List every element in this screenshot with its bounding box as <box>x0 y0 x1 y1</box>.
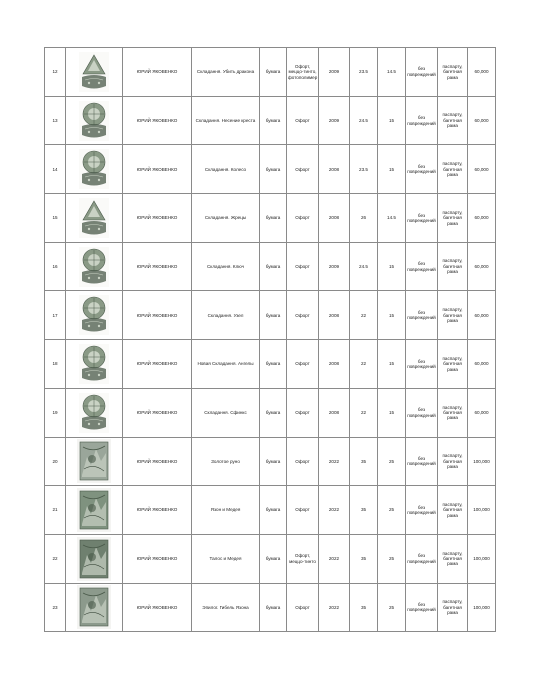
artwork-thumbnail <box>66 388 123 437</box>
row-number: 17 <box>45 291 66 340</box>
year: 2008 <box>319 145 350 194</box>
condition: без повреждений <box>406 583 438 632</box>
condition: без повреждений <box>406 145 438 194</box>
table-row <box>45 48 496 97</box>
table-row <box>45 242 496 291</box>
framing: паспарту, багетная рама <box>438 48 468 97</box>
technique: Офорт <box>287 242 319 291</box>
artwork-title: Складання. Ключ <box>192 242 260 291</box>
table-row <box>45 291 496 340</box>
artist-name: ЮРИЙ ЯКОВЕНКО <box>123 437 192 486</box>
table-row <box>45 486 496 535</box>
artist-name: ЮРИЙ ЯКОВЕНКО <box>123 96 192 145</box>
material: бумага <box>260 194 287 243</box>
artwork-image <box>77 585 111 629</box>
width-cm: 25 <box>378 534 406 583</box>
artwork-title: Складання. Жрецы <box>192 194 260 243</box>
artist-name: ЮРИЙ ЯКОВЕНКО <box>123 486 192 535</box>
artwork-image <box>79 149 109 189</box>
table-row <box>45 583 496 632</box>
technique: Офорт <box>287 388 319 437</box>
artist-name: ЮРИЙ ЯКОВЕНКО <box>123 242 192 291</box>
width-cm: 15 <box>378 242 406 291</box>
artwork-thumbnail <box>66 340 123 389</box>
material: бумага <box>260 388 287 437</box>
artist-name: ЮРИЙ ЯКОВЕНКО <box>123 583 192 632</box>
framing: паспарту, багетная рама <box>438 388 468 437</box>
material: бумага <box>260 340 287 389</box>
condition: без повреждений <box>406 291 438 340</box>
price: 100,000 <box>468 437 496 486</box>
condition: без повреждений <box>406 194 438 243</box>
row-number: 21 <box>45 486 66 535</box>
technique: Офорт <box>287 145 319 194</box>
width-cm: 15 <box>378 96 406 145</box>
artwork-thumbnail <box>66 96 123 145</box>
row-number: 14 <box>45 145 66 194</box>
material: бумага <box>260 534 287 583</box>
year: 2009 <box>319 48 350 97</box>
framing: паспарту, багетная рама <box>438 534 468 583</box>
height-cm: 35 <box>350 437 378 486</box>
row-number: 13 <box>45 96 66 145</box>
width-cm: 15 <box>378 145 406 194</box>
framing: паспарту, багетная рама <box>438 194 468 243</box>
row-number: 15 <box>45 194 66 243</box>
price: 60,000 <box>468 242 496 291</box>
year: 2022 <box>319 486 350 535</box>
artwork-title: Язон и Медея <box>192 486 260 535</box>
artwork-title: Складання. Несение креста <box>192 96 260 145</box>
height-cm: 22 <box>350 388 378 437</box>
artwork-title: Складання. Колесо <box>192 145 260 194</box>
artwork-image <box>77 537 111 581</box>
artwork-thumbnail <box>66 48 123 97</box>
framing: паспарту, багетная рама <box>438 291 468 340</box>
technique: Офорт, меццо-тинто <box>287 534 319 583</box>
material: бумага <box>260 486 287 535</box>
artwork-image <box>79 344 109 384</box>
condition: без повреждений <box>406 242 438 291</box>
row-number: 22 <box>45 534 66 583</box>
row-number: 20 <box>45 437 66 486</box>
condition: без повреждений <box>406 48 438 97</box>
year: 2022 <box>319 583 350 632</box>
material: бумага <box>260 48 287 97</box>
technique: Офорт <box>287 486 319 535</box>
artist-name: ЮРИЙ ЯКОВЕНКО <box>123 388 192 437</box>
year: 2008 <box>319 388 350 437</box>
table-row <box>45 534 496 583</box>
condition: без повреждений <box>406 486 438 535</box>
framing: паспарту, багетная рама <box>438 486 468 535</box>
technique: Офорт <box>287 437 319 486</box>
artwork-thumbnail <box>66 194 123 243</box>
width-cm: 14.5 <box>378 48 406 97</box>
width-cm: 14.5 <box>378 194 406 243</box>
height-cm: 22 <box>350 340 378 389</box>
artist-name: ЮРИЙ ЯКОВЕНКО <box>123 48 192 97</box>
year: 2008 <box>319 291 350 340</box>
artist-name: ЮРИЙ ЯКОВЕНКО <box>123 340 192 389</box>
artist-name: ЮРИЙ ЯКОВЕНКО <box>123 291 192 340</box>
material: бумага <box>260 583 287 632</box>
framing: паспарту, багетная рама <box>438 145 468 194</box>
price: 60,000 <box>468 145 496 194</box>
condition: без повреждений <box>406 534 438 583</box>
artwork-image <box>77 488 111 532</box>
year: 2009 <box>319 96 350 145</box>
price: 100,000 <box>468 583 496 632</box>
artwork-image <box>79 247 109 287</box>
artwork-title: Новая Складання. Ангелы <box>192 340 260 389</box>
table-row <box>45 194 496 243</box>
artwork-title: Талос и Медея <box>192 534 260 583</box>
artist-name: ЮРИЙ ЯКОВЕНКО <box>123 194 192 243</box>
row-number: 16 <box>45 242 66 291</box>
framing: паспарту, багетная рама <box>438 583 468 632</box>
year: 2022 <box>319 437 350 486</box>
height-cm: 22 <box>350 291 378 340</box>
material: бумага <box>260 145 287 194</box>
width-cm: 15 <box>378 291 406 340</box>
technique: Офорт <box>287 340 319 389</box>
framing: паспарту, багетная рама <box>438 437 468 486</box>
price: 60,000 <box>468 96 496 145</box>
condition: без повреждений <box>406 96 438 145</box>
width-cm: 25 <box>378 437 406 486</box>
material: бумага <box>260 291 287 340</box>
width-cm: 15 <box>378 340 406 389</box>
artwork-thumbnail <box>66 534 123 583</box>
artwork-thumbnail <box>66 242 123 291</box>
material: бумага <box>260 242 287 291</box>
row-number: 12 <box>45 48 66 97</box>
year: 2009 <box>319 242 350 291</box>
artwork-title: Золотое руно <box>192 437 260 486</box>
artwork-thumbnail <box>66 145 123 194</box>
height-cm: 35 <box>350 486 378 535</box>
material: бумага <box>260 96 287 145</box>
artwork-thumbnail <box>66 437 123 486</box>
artwork-thumbnail <box>66 291 123 340</box>
price: 60,000 <box>468 48 496 97</box>
height-cm: 24.5 <box>350 96 378 145</box>
framing: паспарту, багетная рама <box>438 340 468 389</box>
row-number: 23 <box>45 583 66 632</box>
artwork-title: Складання. Узел <box>192 291 260 340</box>
material: бумага <box>260 437 287 486</box>
price: 100,000 <box>468 486 496 535</box>
condition: без повреждений <box>406 340 438 389</box>
artist-name: ЮРИЙ ЯКОВЕНКО <box>123 534 192 583</box>
height-cm: 35 <box>350 583 378 632</box>
year: 2008 <box>319 194 350 243</box>
height-cm: 35 <box>350 534 378 583</box>
artwork-title: Складання. Сфинкс <box>192 388 260 437</box>
height-cm: 23.5 <box>350 48 378 97</box>
price: 60,000 <box>468 388 496 437</box>
technique: Офорт <box>287 96 319 145</box>
price: 60,000 <box>468 291 496 340</box>
row-number: 19 <box>45 388 66 437</box>
artwork-image <box>77 439 111 483</box>
width-cm: 25 <box>378 583 406 632</box>
width-cm: 25 <box>378 486 406 535</box>
technique: Офорт <box>287 291 319 340</box>
artwork-image <box>79 101 109 141</box>
artist-name: ЮРИЙ ЯКОВЕНКО <box>123 145 192 194</box>
height-cm: 24.5 <box>350 242 378 291</box>
table-row <box>45 145 496 194</box>
table-row <box>45 388 496 437</box>
condition: без повреждений <box>406 388 438 437</box>
artwork-catalog-table <box>44 47 496 632</box>
technique: Офорт <box>287 583 319 632</box>
artwork-image <box>79 52 109 92</box>
artwork-thumbnail <box>66 486 123 535</box>
height-cm: 26 <box>350 194 378 243</box>
artwork-title: Эпилог. Гибель Язона <box>192 583 260 632</box>
row-number: 18 <box>45 340 66 389</box>
condition: без повреждений <box>406 437 438 486</box>
artwork-image <box>79 295 109 335</box>
artwork-thumbnail <box>66 583 123 632</box>
height-cm: 23.5 <box>350 145 378 194</box>
price: 60,000 <box>468 340 496 389</box>
price: 60,000 <box>468 194 496 243</box>
width-cm: 15 <box>378 388 406 437</box>
artwork-title: Складання. Убить дракона <box>192 48 260 97</box>
year: 2022 <box>319 534 350 583</box>
framing: паспарту, багетная рама <box>438 242 468 291</box>
table-row <box>45 340 496 389</box>
technique: Офорт, меццо-тинто, фотополимер <box>287 48 319 97</box>
table-row <box>45 437 496 486</box>
artwork-image <box>79 393 109 433</box>
price: 100,000 <box>468 534 496 583</box>
technique: Офорт <box>287 194 319 243</box>
framing: паспарту, багетная рама <box>438 96 468 145</box>
artwork-image <box>79 198 109 238</box>
year: 2008 <box>319 340 350 389</box>
table-row <box>45 96 496 145</box>
